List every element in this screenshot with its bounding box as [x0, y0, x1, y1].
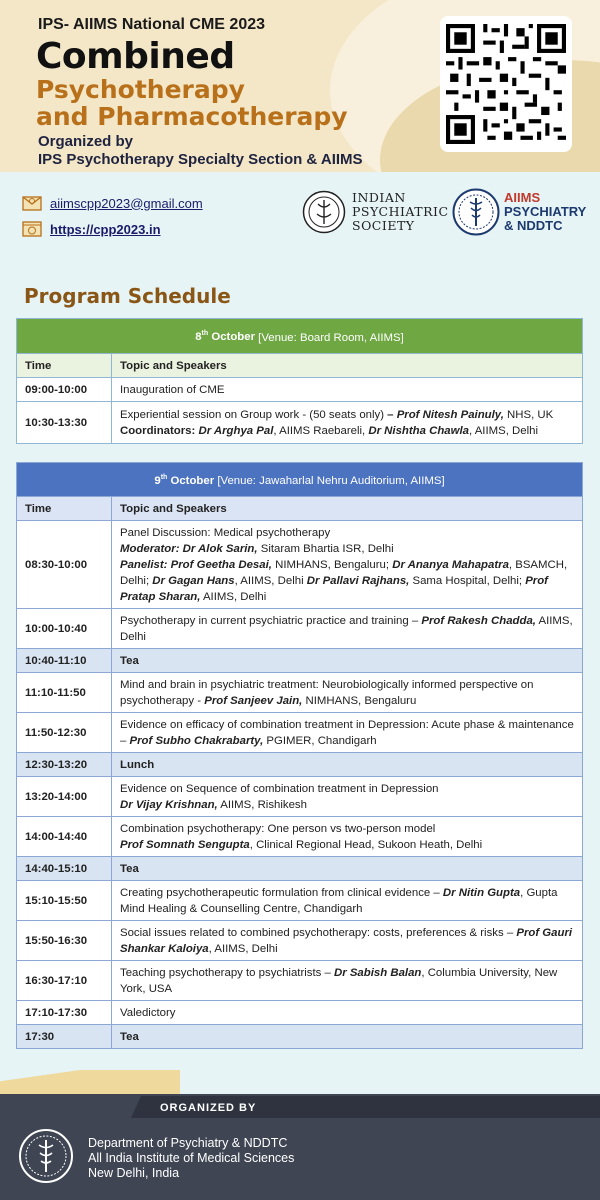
- contact-info: [22, 190, 203, 242]
- qr-code[interactable]: [440, 16, 572, 152]
- aiims-footer-seal-icon: [18, 1128, 74, 1184]
- email-row: [22, 190, 203, 216]
- aiims-line2: PSYCHIATRY: [504, 204, 587, 219]
- ips-line2: PSYCHIATRIC: [352, 204, 449, 219]
- ips-line1: INDIAN: [352, 190, 406, 205]
- table-row: 10:30-13:30 Experiential session on Group work - (50 seats only) – Prof Nitesh Painuly, NHS, UK Coordinators: Dr Arghya Pal, AIIMS Raebareli, Dr Nishtha Chawla, AIIMS, Delhi: [17, 402, 583, 444]
- table-row: 09:00-10:00 Inauguration of CME: [17, 378, 583, 402]
- day2-date: 9th October: [154, 474, 215, 487]
- day2-header-row: [17, 463, 583, 497]
- event-title-line1: Combined: [36, 36, 235, 77]
- footer-city: New Delhi, India: [88, 1166, 180, 1180]
- table-row: 16:30-17:10 Teaching psychotherapy to psychiatrists – Dr Sabish Balan, Columbia University, New York, USA: [17, 961, 583, 1001]
- ips-line3: SOCIETY: [352, 218, 415, 233]
- footer-dept: Department of Psychiatry & NDDTC: [88, 1136, 288, 1150]
- table-row: 10:40-11:10 Tea: [17, 649, 583, 673]
- table-row: 15:10-15:50 Creating psychotherapeutic formulation from clinical evidence – Dr Nitin Gupta, Gupta Mind Healing & Counselling Centre, Chandigarh: [17, 881, 583, 921]
- cme-title: IPS- AIIMS National CME 2023: [38, 16, 266, 33]
- footer-institute: All India Institute of Medical Sciences: [88, 1151, 295, 1165]
- table-row: 17:10-17:30 Valedictory: [17, 1001, 583, 1025]
- day1-header-row: [17, 319, 583, 354]
- program-schedule-heading: Program Schedule: [24, 284, 231, 308]
- day2-column-headers: Time Topic and Speakers: [17, 497, 583, 521]
- day1-date: 8th October: [195, 330, 255, 344]
- aiims-seal-icon: [452, 188, 500, 236]
- table-row: 12:30-13:20 Lunch: [17, 753, 583, 777]
- table-row: 14:00-14:40 Combination psychotherapy: One person vs two-person model Prof Somnath Sengupta, Clinical Regional Head, Sukoon Heath, Delhi: [17, 817, 583, 857]
- aiims-logo: [452, 188, 586, 236]
- organized-by-label: Organized by: [38, 133, 134, 150]
- email-link[interactable]: aiimscpp2023@gmail.com: [50, 195, 203, 211]
- day2-venue: [Venue: Jawaharlal Nehru Auditorium, AIIMS]: [217, 474, 445, 487]
- table-row: 14:40-15:10 Tea: [17, 857, 583, 881]
- day1-schedule-table: [16, 318, 583, 444]
- qr-code-icon: [446, 22, 566, 146]
- table-row: 11:50-12:30 Evidence on efficacy of combination treatment in Depression: Acute phase & maintenance – Prof Subho Chakrabarty, PGIMER, Chandigarh: [17, 713, 583, 753]
- organized-by-footer: ORGANIZED BY: [160, 1102, 257, 1114]
- organizers: IPS Psychotherapy Specialty Section & AIIMS: [38, 151, 363, 168]
- table-row: 08:30-10:00 Panel Discussion: Medical psychotherapy Moderator: Dr Alok Sarin, Sitaram Bhartia ISR, Delhi Panelist: Prof Geetha Desai, NIMHANS, Bengaluru; Dr Ananya Mahapatra, BSAMCH, Delhi; Dr Gagan Hans, AIIMS, Delhi Dr Pallavi Rajhans, Sama Hospital, Delhi; Prof Pratap Sharan, AIIMS, Delhi: [17, 521, 583, 609]
- aiims-line3: & NDDTC: [504, 218, 563, 233]
- website-link[interactable]: https://cpp2023.in: [50, 221, 161, 237]
- email-icon: [22, 194, 42, 212]
- website-row: [22, 216, 203, 242]
- table-row: 10:00-10:40 Psychotherapy in current psychiatric practice and training – Prof Rakesh Chadda, AIIMS, Delhi: [17, 609, 583, 649]
- table-row: 17:30 Tea: [17, 1025, 583, 1049]
- table-row: 15:50-16:30 Social issues related to combined psychotherapy: costs, preferences & risks – Prof Gauri Shankar Kaloiya, AIIMS, Delhi: [17, 921, 583, 961]
- event-title-line2: Psychotherapy: [36, 75, 245, 104]
- event-title-line3: and Pharmacotherapy: [36, 102, 348, 131]
- footer: [0, 1070, 600, 1200]
- aiims-line1: AIIMS: [504, 190, 541, 205]
- day1-venue: [Venue: Board Room, AIIMS]: [258, 331, 404, 344]
- web-icon: [22, 220, 42, 238]
- table-row: 13:20-14:00 Evidence on Sequence of combination treatment in Depression Dr Vijay Krishnan, AIIMS, Rishikesh: [17, 777, 583, 817]
- day2-schedule-table: [16, 462, 583, 1049]
- table-row: 11:10-11:50 Mind and brain in psychiatric treatment: Neurobiologically informed perspective on psychotherapy - Prof Sanjeev Jain, NIMHANS, Bengaluru: [17, 673, 583, 713]
- ips-seal-icon: [302, 190, 346, 234]
- day1-column-headers: Time Topic and Speakers: [17, 354, 583, 378]
- header-banner: [0, 0, 600, 172]
- ips-logo: [302, 190, 449, 234]
